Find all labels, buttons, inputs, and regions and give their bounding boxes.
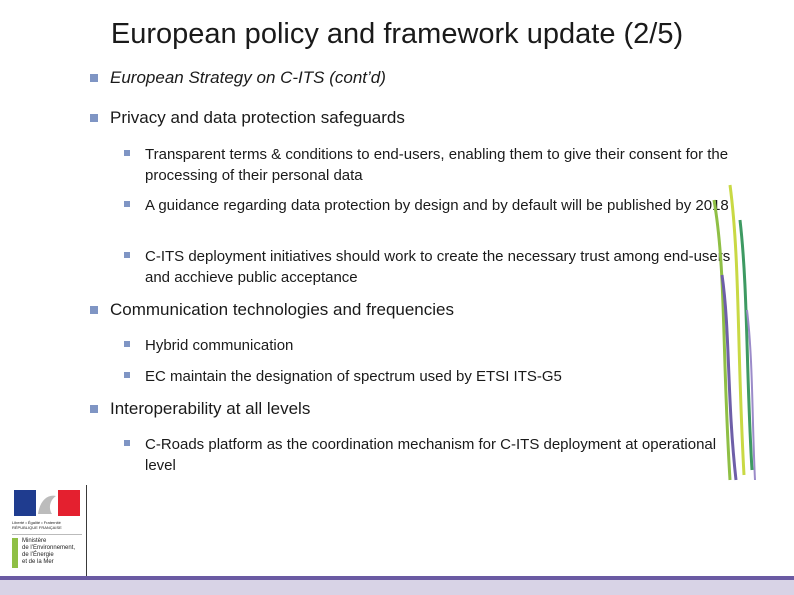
ministry-line: Ministère: [22, 538, 47, 544]
bullet-text: [110, 108, 405, 128]
bullet-square-icon: [90, 114, 98, 122]
sub-bullet-text: Hybrid communication: [145, 337, 294, 354]
bullet-rest: at all levels: [221, 399, 311, 418]
sub-bullet-interoperability-1: [124, 434, 735, 476]
slide-title: European policy and framework update (2/5): [110, 18, 684, 50]
bullet-rest: technologies and frequencies: [228, 300, 454, 319]
sub-bullet-text: EC maintain the designation of spectrum used by ETSI ITS-G5: [145, 368, 562, 385]
bullet-square-icon: [124, 341, 130, 347]
bullet-square-icon: [90, 405, 98, 413]
bullet-privacy: [90, 108, 405, 128]
sub-bullet-communication-1: [124, 335, 735, 356]
sub-bullet-text: A guidance regarding data protection by design and by default will be published by 2018: [145, 197, 729, 214]
bullet-rest: safeguards: [316, 108, 405, 127]
bullet-square-icon: [90, 306, 98, 314]
ministry-block: [12, 538, 86, 568]
ministry-line: de l’Environnement,: [22, 545, 76, 551]
ministry-logo: [12, 488, 86, 568]
bullet-text: European Strategy on C-ITS (cont’d): [110, 68, 386, 87]
ministry-name: [22, 538, 75, 566]
bullet-square-icon: [124, 372, 130, 378]
republic-text: Liberté • Égalité • Fraternité RÉPUBLIQUE FRANÇAISE: [12, 520, 62, 530]
bullet-text: [110, 300, 454, 320]
decorative-ribbons-graphic: [700, 180, 760, 485]
bullet-interoperability: [90, 399, 310, 419]
sub-bullet-text: Transparent terms & conditions to end-users, enabling them to give their consent for the processing of their personal data: [145, 146, 729, 184]
logo-separator: [12, 534, 82, 535]
logo-divider: [86, 485, 87, 576]
ministry-line: et de la Mer: [22, 559, 54, 565]
marianne-flag-icon: [14, 488, 80, 518]
sub-bullet-text: C-ITS deployment initiatives should work to create the necessary trust among end-users and acchieve public acceptance: [145, 248, 731, 286]
bullet-square-icon: [90, 74, 98, 82]
bullet-strong: Privacy and data protection: [110, 108, 317, 127]
bullet-square-icon: [124, 252, 130, 258]
bullet-strong: Interoperability: [110, 399, 222, 418]
bullet-communication: [90, 300, 454, 320]
bullet-strong: Communication: [110, 300, 229, 319]
sub-bullet-privacy-1: [124, 144, 735, 186]
sub-bullet-text: C-Roads platform as the coordination mechanism for C-ITS deployment at operational level: [145, 436, 717, 474]
footer-band: [0, 580, 794, 595]
bullet-text: [110, 399, 310, 419]
sub-bullet-privacy-2: [124, 195, 735, 216]
sub-bullet-communication-2: [124, 366, 735, 387]
bullet-square-icon: [124, 150, 130, 156]
bullet-square-icon: [124, 201, 130, 207]
bullet-square-icon: [124, 440, 130, 446]
sub-bullet-privacy-3: [124, 246, 735, 288]
ministry-color-bar: [12, 538, 18, 568]
bullet-strategy: [90, 68, 386, 88]
ministry-line: de l’Énergie: [22, 552, 54, 558]
